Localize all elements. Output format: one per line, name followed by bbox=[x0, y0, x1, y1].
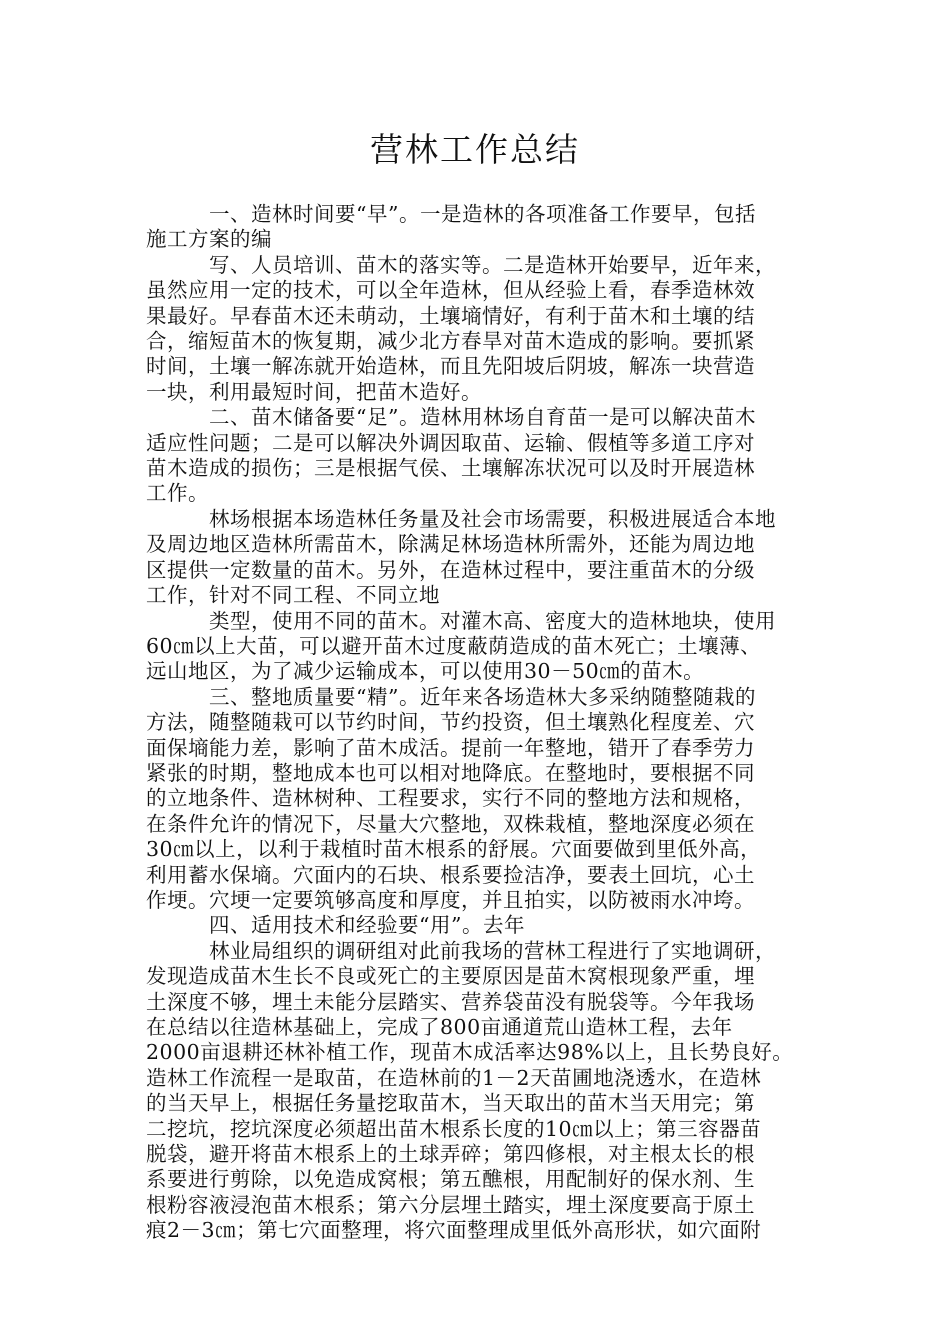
text-line: 区提供一定数量的苗木。另外，在造林过程中，要注重苗木的分级 bbox=[146, 557, 755, 582]
text-line: 虽然应用一定的技术，可以全年造林，但从经验上看，春季造林效 bbox=[146, 278, 755, 303]
text-line: 在总结以往造林基础上，完成了800亩通道荒山造林工程，去年 bbox=[146, 1015, 733, 1039]
text-line: 写、人员培训、苗木的落实等。二是造林开始要早，近年来， bbox=[146, 252, 776, 277]
text-line: 类型，使用不同的苗木。对灌木高、密度大的造林地块，使用 bbox=[146, 608, 776, 633]
text-line: 利用蓄水保墒。穴面内的石块、根系要捡洁净，要表土回坑，心土 bbox=[146, 862, 755, 887]
text-line: 一、造林时间要“早”。一是造林的各项准备工作要早，包括 bbox=[146, 202, 756, 226]
text-line: 痕2－3㎝；第七穴面整理，将穴面整理成里低外高形状，如穴面附 bbox=[146, 1218, 762, 1243]
text-line: 在条件允许的情况下，尽量大穴整地，双株栽植，整地深度必须在 bbox=[146, 811, 755, 836]
text-line: 及周边地区造林所需苗木，除满足林场造林所需外，还能为周边地 bbox=[146, 532, 755, 557]
text-line: 紧张的时期，整地成本也可以相对地降底。在整地时，要根据不同 bbox=[146, 760, 755, 785]
text-line: 时间，土壤一解冻就开始造林，而且先阳坡后阴坡，解冻一块营造 bbox=[146, 354, 755, 379]
text-line: 土深度不够，埋土未能分层踏实、营养袋苗没有脱袋等。今年我场 bbox=[146, 989, 755, 1014]
text-line: 工作。 bbox=[146, 481, 209, 506]
text-line: 30㎝以上，以利于栽植时苗木根系的舒展。穴面要做到里低外高， bbox=[146, 837, 762, 862]
text-line: 远山地区，为了减少运输成本，可以使用30－50㎝的苗木。 bbox=[146, 659, 705, 684]
text-line: 60㎝以上大苗，可以避开苗木过度蔽荫造成的苗木死亡；土壤薄、 bbox=[146, 633, 762, 658]
document-title: 营林工作总结 bbox=[370, 130, 580, 169]
text-line: 方法，随整随栽可以节约时间，节约投资，但土壤熟化程度差、穴 bbox=[146, 710, 755, 735]
text-line: 面保墒能力差，影响了苗木成活。提前一年整地，错开了春季劳力 bbox=[146, 735, 755, 760]
text-line: 适应性问题；二是可以解决外调因取苗、运输、假植等多道工序对 bbox=[146, 430, 755, 455]
text-line: 林业局组织的调研组对此前我场的营林工程进行了实地调研， bbox=[146, 938, 776, 963]
text-line: 的立地条件、造林树种、工程要求，实行不同的整地方法和规格， bbox=[146, 786, 755, 811]
text-line: 施工方案的编 bbox=[146, 227, 272, 252]
text-line: 一块，利用最短时间，把苗木造好。 bbox=[146, 379, 482, 404]
text-line: 四、适用技术和经验要“用”。去年 bbox=[146, 913, 525, 938]
text-line: 造林工作流程一是取苗，在造林前的1－2天苗圃地浇透水，在造林 bbox=[146, 1065, 762, 1090]
text-line: 工作，针对不同工程、不同立地 bbox=[146, 583, 440, 608]
text-line: 苗木造成的损伤；三是根据气侯、土壤解冻状况可以及时开展造林 bbox=[146, 456, 755, 481]
text-line: 合，缩短苗木的恢复期，减少北方春旱对苗木造成的影响。要抓紧 bbox=[146, 329, 755, 354]
document-body bbox=[146, 202, 816, 1244]
text-line: 果最好。早春苗木还未萌动，土壤墒情好，有利于苗木和土壤的结 bbox=[146, 303, 755, 328]
text-line: 2000亩退耕还林补植工作，现苗木成活率达98%以上，且长势良好。 bbox=[146, 1040, 794, 1065]
text-line: 作埂。穴埂一定要筑够高度和厚度，并且拍实，以防被雨水冲垮。 bbox=[146, 887, 755, 912]
text-line: 的当天早上，根据任务量挖取苗木，当天取出的苗木当天用完；第 bbox=[146, 1091, 755, 1116]
text-line: 发现造成苗木生长不良或死亡的主要原因是苗木窝根现象严重，埋 bbox=[146, 964, 755, 989]
text-line: 三、整地质量要“精”。近年来各场造林大多采纳随整随栽的 bbox=[146, 684, 756, 709]
text-line: 二、苗木储备要“足”。造林用林场自育苗一是可以解决苗木 bbox=[146, 405, 756, 430]
text-line: 脱袋，避开将苗木根系上的土球弄碎；第四修根，对主根太长的根 bbox=[146, 1142, 755, 1167]
text-line: 林场根据本场造林任务量及社会市场需要，积极进展适合本地 bbox=[146, 506, 776, 531]
text-line: 二挖坑，挖坑深度必须超出苗木根系长度的10㎝以上；第三容器苗 bbox=[146, 1116, 762, 1141]
text-line: 根粉容液浸泡苗木根系；第六分层埋土踏实，埋土深度要高于原土 bbox=[146, 1192, 755, 1217]
text-line: 系要进行剪除，以免造成窝根；第五醮根，用配制好的保水剂、生 bbox=[146, 1167, 755, 1192]
